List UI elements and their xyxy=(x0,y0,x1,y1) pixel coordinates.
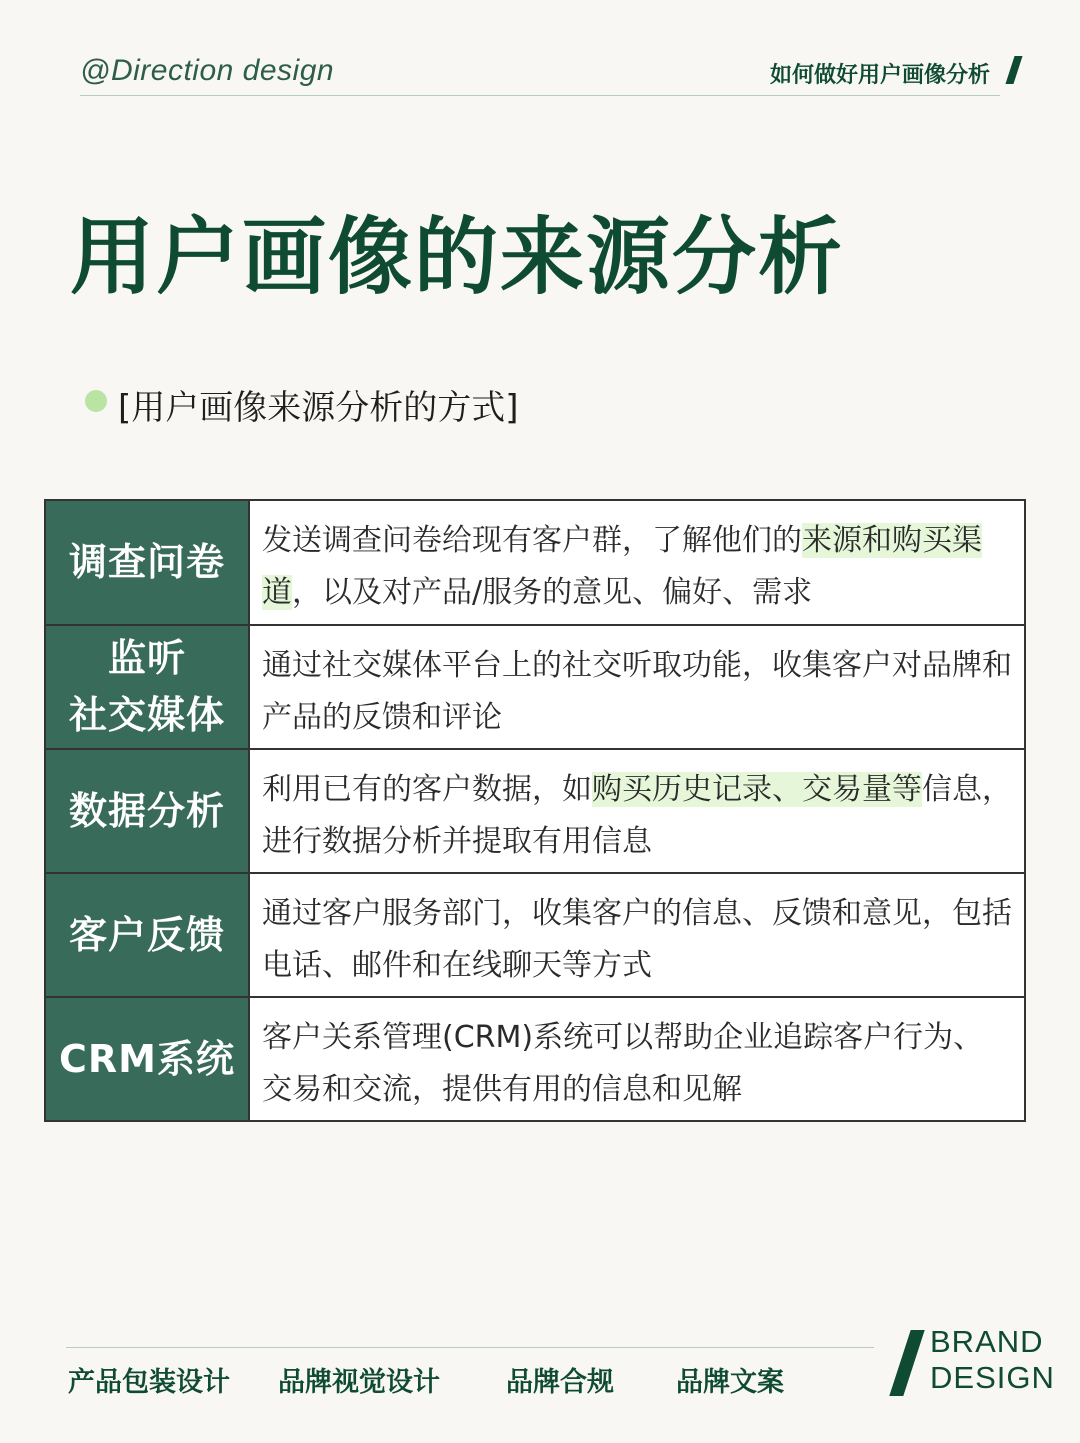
slash-decoration xyxy=(1005,56,1022,84)
row-label-line: 社交媒体 xyxy=(68,693,225,737)
row-description: 客户关系管理(CRM)系统可以帮助企业追踪客户行为、交易和交流，提供有用的信息和见解 xyxy=(250,998,1024,1120)
footer-link-packaging[interactable]: 产品包装设计 xyxy=(68,1367,230,1398)
table-row xyxy=(46,501,1024,624)
desc-text: ，以及对产品/服务的意见、偏好、需求 xyxy=(292,575,813,610)
table-row xyxy=(46,624,1024,748)
desc-text: 发送调查问卷给现有客户群，了解他们的 xyxy=(262,523,802,558)
row-label-line: 监听 xyxy=(107,636,186,680)
row-label xyxy=(46,626,250,748)
footer-link-copywriting[interactable]: 品牌文案 xyxy=(676,1367,784,1398)
page-title: 用户画像的来源分析 xyxy=(70,208,845,306)
brand-logo-line2: DESIGN xyxy=(930,1360,1055,1395)
row-description: 通过社交媒体平台上的社交听取功能，收集客户对品牌和产品的反馈和评论 xyxy=(250,626,1024,748)
brand-handle: @Direction design xyxy=(80,54,335,87)
row-label: 客户反馈 xyxy=(46,874,250,996)
row-description xyxy=(250,750,1024,872)
brand-logo-line1: BRAND xyxy=(930,1324,1044,1359)
table-row xyxy=(46,996,1024,1120)
row-label: CRM系统 xyxy=(46,998,250,1120)
table-row xyxy=(46,872,1024,996)
source-table xyxy=(44,499,1026,1122)
header-topic: 如何做好用户画像分析 xyxy=(769,63,990,88)
header-divider xyxy=(80,95,1000,96)
table-row xyxy=(46,748,1024,872)
desc-text: 信息，进行数据分析并提取有用信息 xyxy=(262,772,1012,859)
desc-highlight: 来源和购买渠道 xyxy=(262,523,982,610)
desc-text: 利用已有的客户数据，如 xyxy=(262,772,592,807)
bullet-dot-icon xyxy=(85,390,107,412)
row-label: 调查问卷 xyxy=(46,501,250,624)
footer-link-compliance[interactable]: 品牌合规 xyxy=(506,1367,614,1398)
footer-divider xyxy=(66,1347,874,1348)
desc-highlight: 购买历史记录、交易量等 xyxy=(592,772,922,807)
footer-links xyxy=(0,1360,900,1400)
row-label: 数据分析 xyxy=(46,750,250,872)
footer-link-visual[interactable]: 品牌视觉设计 xyxy=(278,1367,440,1398)
row-description xyxy=(250,501,1024,624)
row-description: 通过客户服务部门，收集客户的信息、反馈和意见，包括电话、邮件和在线聊天等方式 xyxy=(250,874,1024,996)
section-label: [用户画像来源分析的方式] xyxy=(118,388,519,428)
